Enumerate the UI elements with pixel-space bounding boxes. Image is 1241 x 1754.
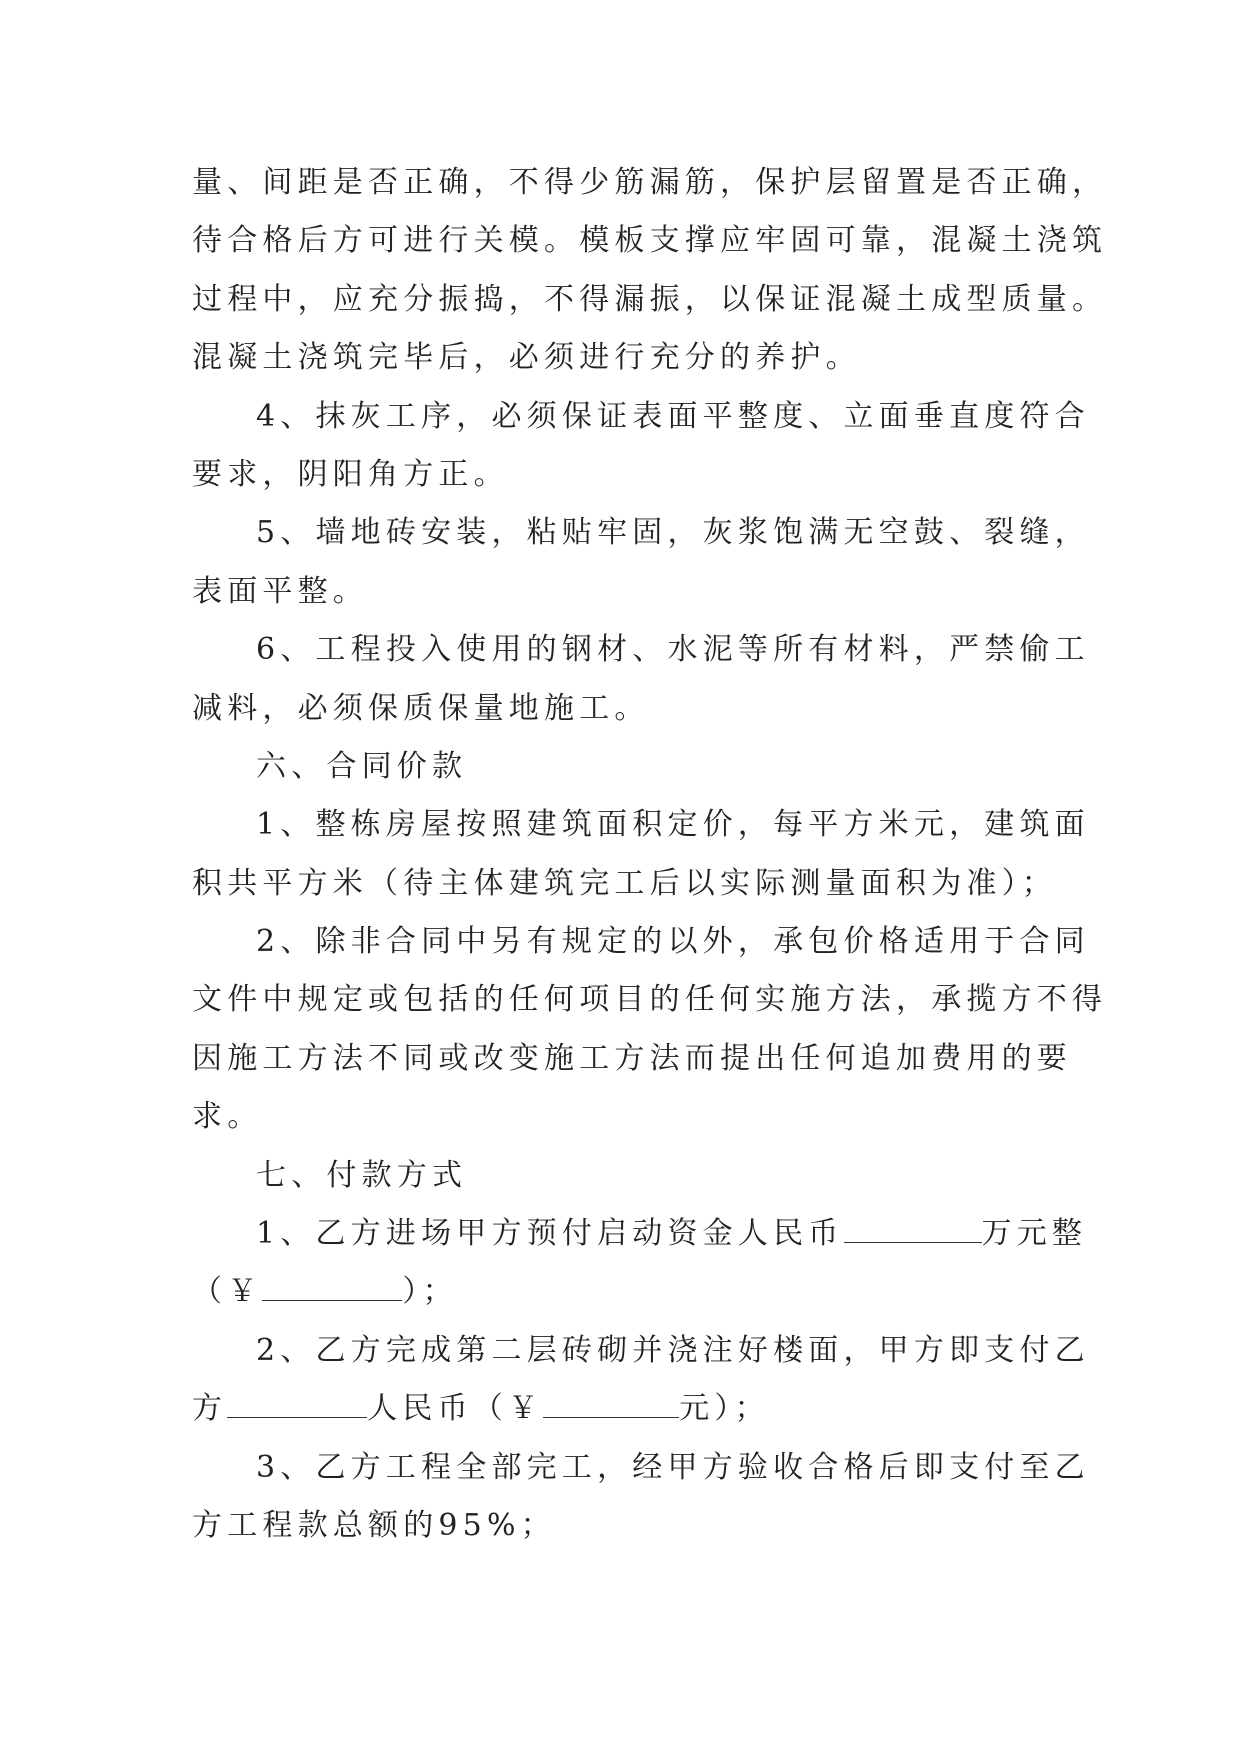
payment-clause-2-close: 元）；: [679, 1391, 770, 1427]
text-line: 过程中，应充分振捣，不得漏振，以保证混凝土成型质量。: [192, 281, 1108, 317]
payment-clause-1-cont: [192, 1263, 1064, 1321]
text-line: 积共平方米（待主体建筑完工后以实际测量面积为准）；: [192, 865, 1057, 901]
payment-clause-2-cont: [192, 1380, 1064, 1438]
text-line: 表面平整。: [192, 573, 368, 609]
text-line: 6、工程投入使用的钢材、水泥等所有材料，严禁偷工: [256, 632, 1090, 668]
blank-amount-field: [543, 1393, 679, 1418]
section-heading-payment-method: 七、付款方式: [256, 1157, 468, 1193]
document-body: [192, 154, 1108, 1555]
text-line: 4、抹灰工序，必须保证表面平整度、立面垂直度符合: [256, 398, 1090, 434]
blank-amount-field: [844, 1218, 982, 1243]
text-line: 因施工方法不同或改变施工方法而提出任何追加费用的要: [192, 1040, 1072, 1076]
text-line: 要求，阴阳角方正。: [192, 456, 509, 492]
blank-amount-field: [227, 1393, 367, 1418]
payment-clause-1-unit: 万元整: [981, 1216, 1088, 1252]
payment-clause-2: 2、乙方完成第二层砖砌并浇注好楼面，甲方即支付乙: [256, 1332, 1090, 1368]
payment-clause-3: 3、乙方工程全部完工，经甲方验收合格后即支付至乙: [256, 1449, 1090, 1485]
text-line: 1、整栋房屋按照建筑面积定价，每平方米元，建筑面: [256, 807, 1090, 843]
payment-clause-1: [192, 1205, 1088, 1263]
text-line: 减料，必须保质保量地施工。: [192, 690, 650, 726]
blank-amount-field: [262, 1276, 402, 1301]
payment-clause-3-cont: 方工程款总额的95%；: [192, 1507, 556, 1543]
text-line: 求。: [192, 1099, 263, 1135]
section-heading-contract-price: 六、合同价款: [256, 748, 468, 784]
text-line: 待合格后方可进行关模。模板支撑应牢固可靠，混凝土浇筑: [192, 223, 1108, 259]
text-line: 2、除非合同中另有规定的以外，承包价格适用于合同: [256, 924, 1090, 960]
payment-clause-1-paren-close: ）；: [402, 1274, 458, 1310]
payment-clause-1-text: 1、乙方进场甲方预付启动资金人民币: [256, 1216, 844, 1252]
payment-clause-2-party: 方: [192, 1391, 228, 1427]
text-line: 5、墙地砖安装，粘贴牢固，灰浆饱满无空鼓、裂缝，: [256, 515, 1090, 551]
payment-clause-1-paren-open: （￥: [192, 1274, 263, 1310]
text-line: 量、间距是否正确，不得少筋漏筋，保护层留置是否正确，: [192, 165, 1108, 200]
text-line: 混凝土浇筑完毕后，必须进行充分的养护。: [192, 340, 861, 376]
payment-clause-2-currency: 人民币（￥: [367, 1391, 544, 1427]
text-line: 文件中规定或包括的任何项目的任何实施方法，承揽方不得: [192, 982, 1108, 1018]
